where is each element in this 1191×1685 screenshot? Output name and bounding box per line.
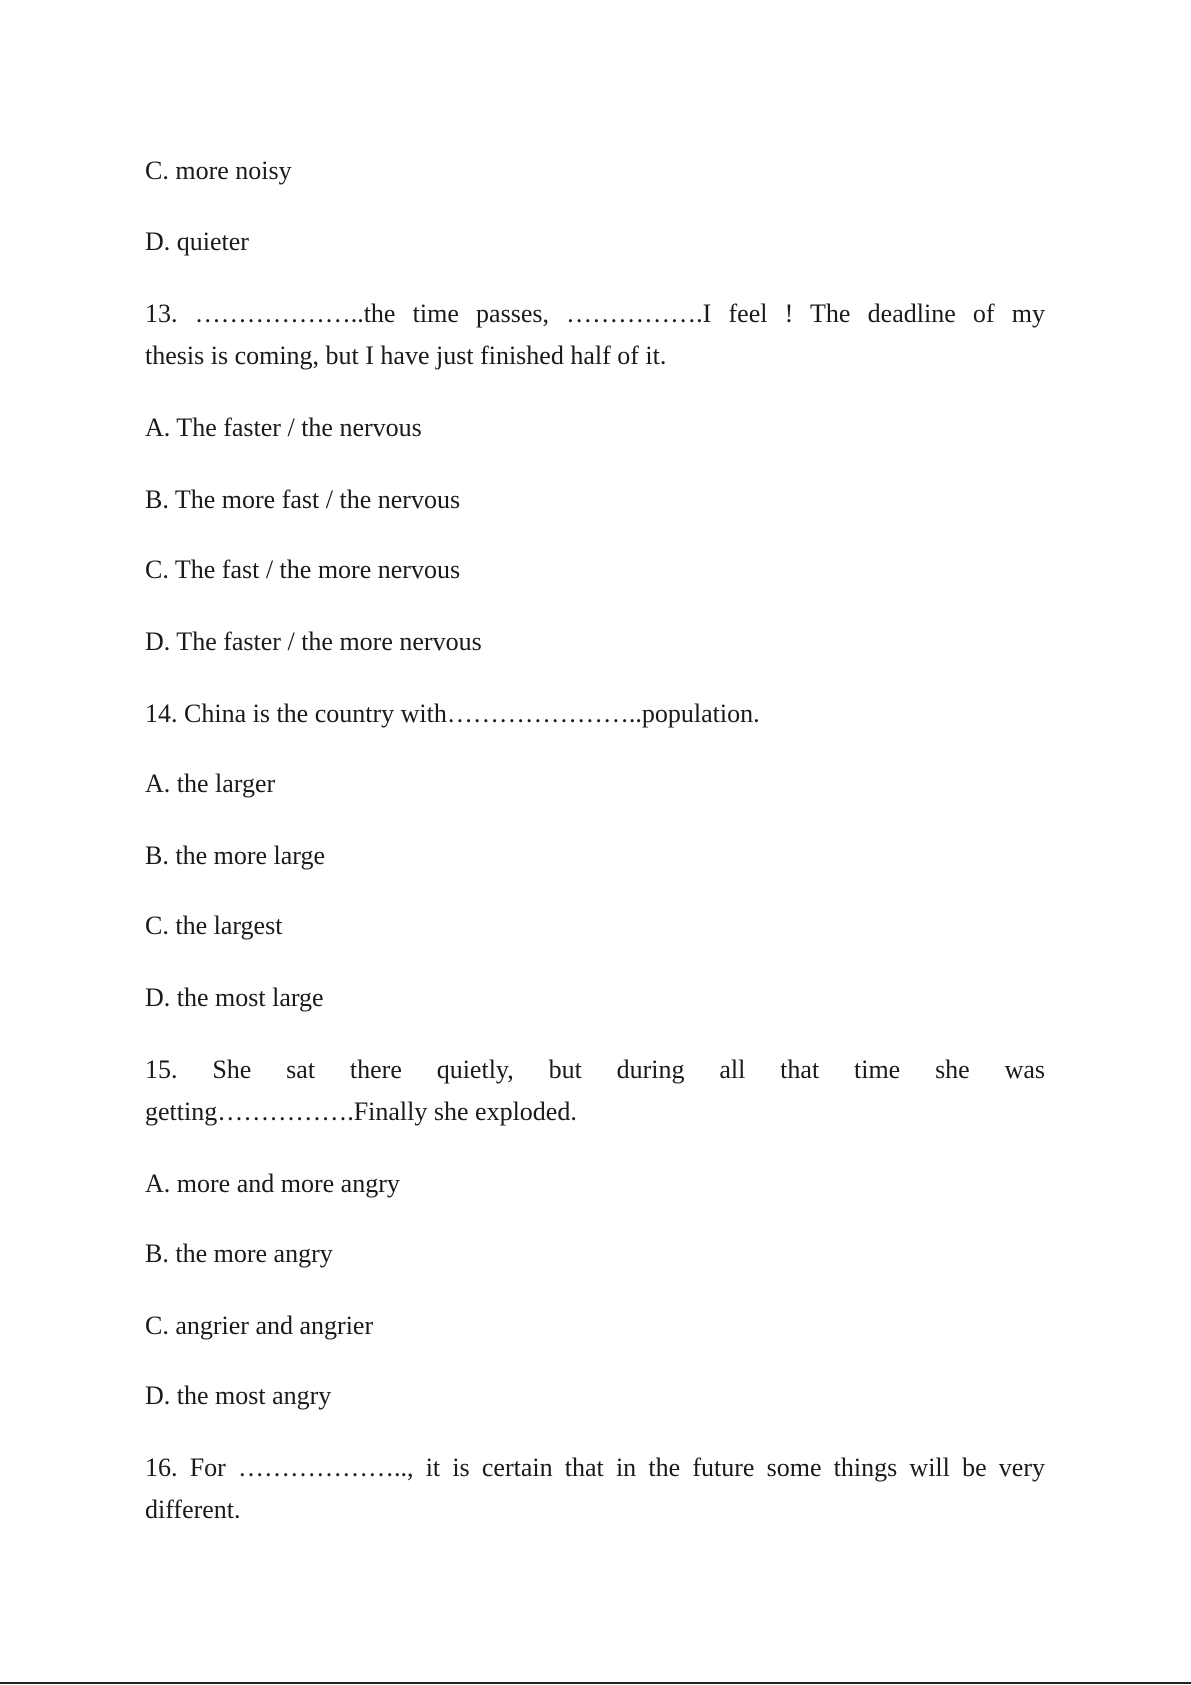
q15-option-a: A. more and more angry xyxy=(145,1169,400,1198)
q13-option-a: A. The faster / the nervous xyxy=(145,413,422,442)
q15-option-d: D. the most angry xyxy=(145,1381,332,1410)
q12-option-d: D. quieter xyxy=(145,227,249,256)
q16-stem-line1: 16. For ……………….., it is certain that in the future some things will be very xyxy=(145,1453,1045,1482)
q13-option-d: D. The faster / the more nervous xyxy=(145,627,482,656)
q15-option-c: C. angrier and angrier xyxy=(145,1311,374,1340)
q14-option-c: C. the largest xyxy=(145,911,283,940)
q13-option-b: B. The more fast / the nervous xyxy=(145,485,461,514)
q16-stem xyxy=(145,1447,1045,1531)
q15-stem-line1: 15. She sat there quietly, but during all that time she was xyxy=(145,1055,1045,1084)
q14-stem: 14. China is the country with…………………..population. xyxy=(145,699,760,728)
q13-option-c: C. The fast / the more nervous xyxy=(145,555,461,584)
q13-stem-line2: thesis is coming, but I have just finished half of it. xyxy=(145,341,667,370)
page-bottom-rule xyxy=(0,1682,1191,1684)
q15-option-b: B. the more angry xyxy=(145,1239,333,1268)
q14-option-b: B. the more large xyxy=(145,841,326,870)
q13-stem xyxy=(145,293,1045,377)
q12-option-c: C. more noisy xyxy=(145,156,292,185)
q14-option-d: D. the most large xyxy=(145,983,324,1012)
q13-stem-line1: 13. ………………..the time passes, …………….I feel ! The deadline of my xyxy=(145,299,1045,328)
q15-stem-line2: getting…………….Finally she exploded. xyxy=(145,1097,577,1126)
q14-option-a: A. the larger xyxy=(145,769,276,798)
q15-stem xyxy=(145,1049,1045,1133)
q16-stem-line2: different. xyxy=(145,1495,241,1524)
